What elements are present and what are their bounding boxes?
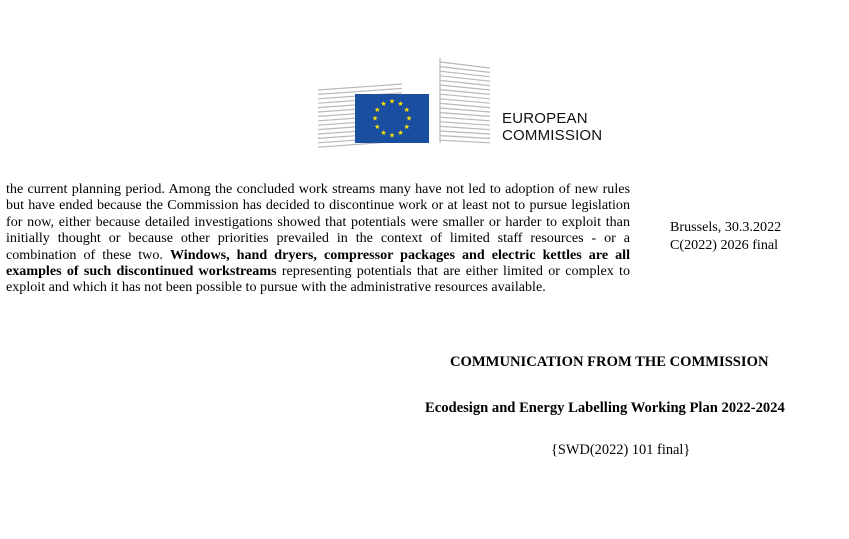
eu-star-icon: ★ [397,99,404,108]
body-text-part2: representing potentials that are either limited or complex to exploit and which it has not been possible to pursue with the administrative resources available. [6,263,631,296]
logo-line-european: EUROPEAN [502,110,588,127]
body-paragraph [6,181,630,296]
logo-line-commission: COMMISSION [502,127,603,144]
eu-commission-logo-icon [318,56,498,148]
eu-star-icon: ★ [380,99,387,108]
eu-star-icon: ★ [374,123,381,131]
swd-reference: {SWD(2022) 101 final} [551,442,691,458]
document-title: Ecodesign and Energy Labelling Working Plan 2022-2024 [425,400,785,416]
body-text-bold: Windows, hand dryers, compressor packages and electric kettles are all examples of such discontinued workstreams [6,246,630,280]
eu-star-icon: ★ [380,129,387,138]
eu-star-icon: ★ [374,106,381,114]
eu-star-icon: ★ [371,114,379,123]
eu-star-icon: ★ [388,97,396,106]
body-text-part1: the current planning period. Among the concluded work streams many have not led to adoption of new rules but have ended because the Commission has decided to discontinue work or at least not to pursue legislation for now, either because detailed investigations showed that potentials were smaller or harder to exploit than initially thought or because other priorities prevailed in the context of limited staff resources - or a combination of these two. [6,181,630,263]
eu-star-icon: ★ [403,123,410,131]
communication-heading: COMMUNICATION FROM THE COMMISSION [450,354,769,370]
eu-star-icon: ★ [405,114,413,123]
place-date: Brussels, 30.3.2022 [670,219,782,235]
eu-commission-logo [318,56,618,148]
document-meta [670,218,781,254]
document-reference: C(2022) 2026 final [670,237,779,253]
eu-star-icon: ★ [403,106,410,114]
eu-star-icon: ★ [397,129,404,138]
logo-wordmark [502,110,602,144]
eu-star-icon: ★ [388,131,396,140]
